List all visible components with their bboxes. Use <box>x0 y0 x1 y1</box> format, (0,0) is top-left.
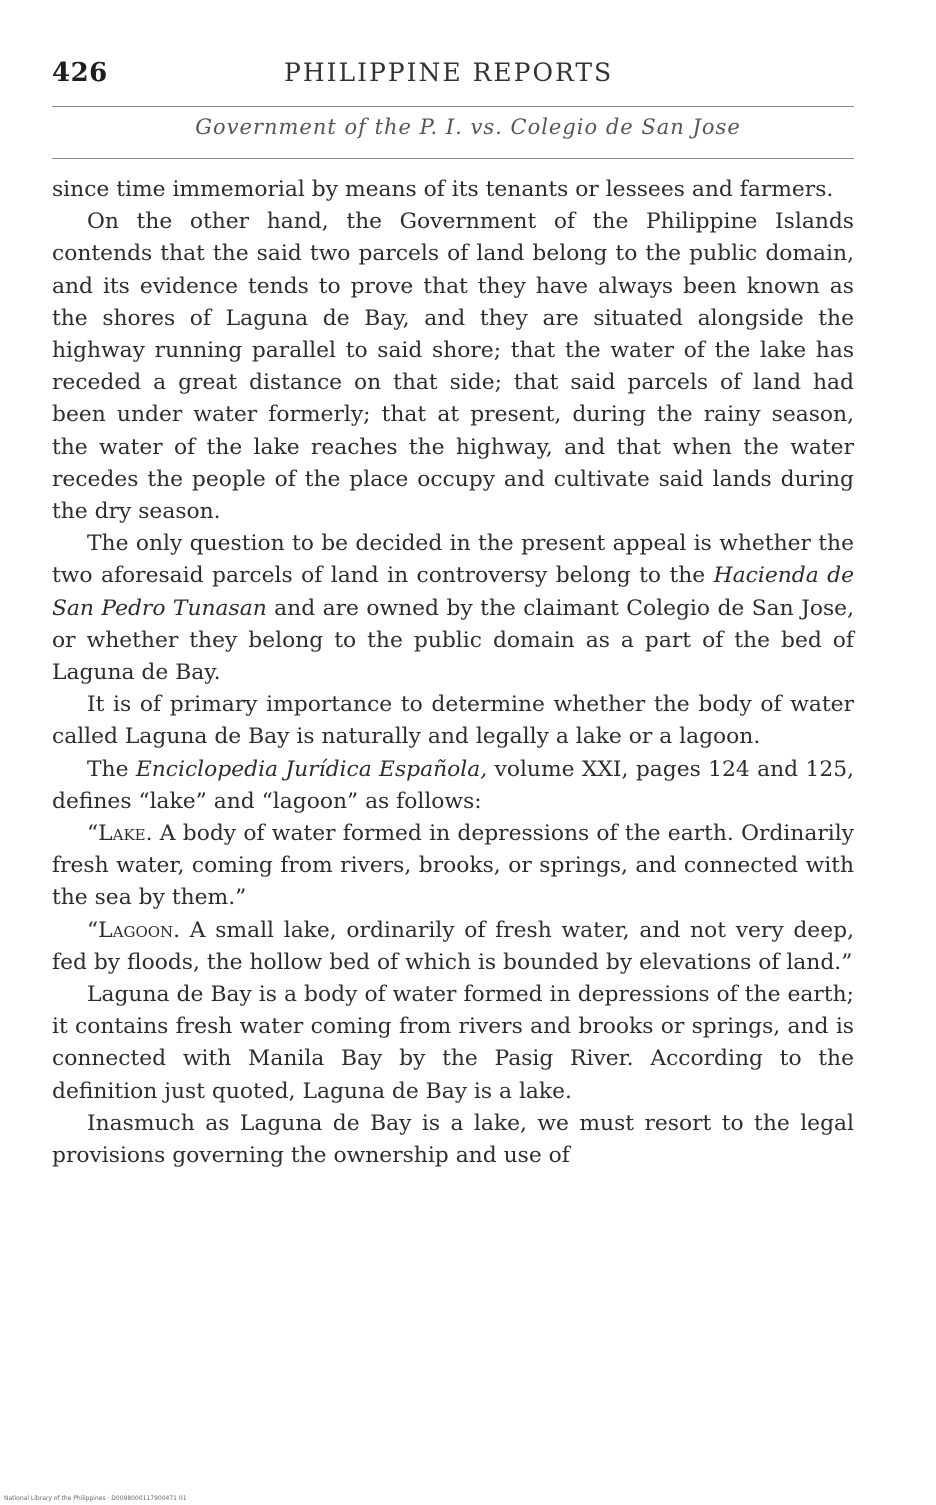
p3-text-a: The only question to be decided in the present appeal is whether the two aforesaid parcels of land in controversy belong to the <box>52 531 854 589</box>
p6-open-quote: “ <box>87 821 99 847</box>
p7-open-quote: “ <box>87 917 99 943</box>
paragraph-7-lagoon-definition <box>52 915 854 979</box>
body-text <box>52 174 854 1172</box>
paragraph-8: Laguna de Bay is a body of water formed in depressions of the earth; it contains fresh water coming from rivers and brooks or springs, and is connected with Manila Bay by the Pasig River. According to the definition just quoted, Laguna de Bay is a lake. <box>52 982 854 1104</box>
paragraph-1: since time immemorial by means of its tenants or lessees and farmers. <box>52 177 834 202</box>
p7-term: Lagoon. <box>98 917 181 943</box>
page-number: 426 <box>52 58 108 88</box>
running-title: PHILIPPINE REPORTS <box>284 58 614 87</box>
case-title: Government of the P. I. vs. Colegio de San Jose <box>195 115 741 139</box>
paragraph-4: It is of primary importance to determine whether the body of water called Laguna de Bay is naturally and legally a lake or a lagoon. <box>52 692 854 750</box>
p6-text: A body of water formed in depressions of the earth. Ordinarily fresh water, coming from rivers, brooks, or springs, and connected with the sea by them.” <box>52 821 854 911</box>
scan-footer: National Library of the Philippines · D0098000117900471 01 <box>4 1495 187 1502</box>
p5-text-b: volume XXI, pages 124 and 125, defines “lake” and “lagoon” as follows: <box>52 756 854 814</box>
p3-text-b: and are owned by the claimant Colegio de San Jose, or whether they belong to the public domain as a part of the bed of Laguna de Bay. <box>52 595 854 686</box>
paragraph-6-lake-definition <box>52 818 854 915</box>
page-header <box>52 58 854 98</box>
paragraph-9: Inasmuch as Laguna de Bay is a lake, we must resort to the legal provisions governing the ownership and use of <box>52 1110 854 1169</box>
paragraph-5 <box>52 754 854 818</box>
p6-term: Lake. <box>98 821 153 847</box>
p5-text-a: The <box>87 756 136 782</box>
p5-italic: Enciclopedia Jurídica Española, <box>135 756 488 782</box>
paragraph-3 <box>52 528 854 689</box>
p7-text: A small lake, ordinarily of fresh water, and not very deep, fed by floods, the hollow bed of which is bounded by elevations of land.” <box>52 917 854 975</box>
paragraph-2: On the other hand, the Government of the Philippine Islands contends that the said two parcels of land belong to the public domain, and its evidence tends to prove that they have always been known as the shores of Laguna de Bay, and they are situated alongside the highway running parallel to said shore; that the water of the lake has receded a great distance on that side; that said parcels of land had been under water formerly; that at present, during the rainy season, the water of the lake reaches the highway, and that when the water recedes the people of the place occupy and cultivate said lands during the dry season. <box>52 209 854 525</box>
header-rule-top <box>52 106 854 107</box>
header-rule-bottom <box>52 158 854 159</box>
p3-italic: Hacienda de San Pedro Tunasan <box>52 563 854 621</box>
